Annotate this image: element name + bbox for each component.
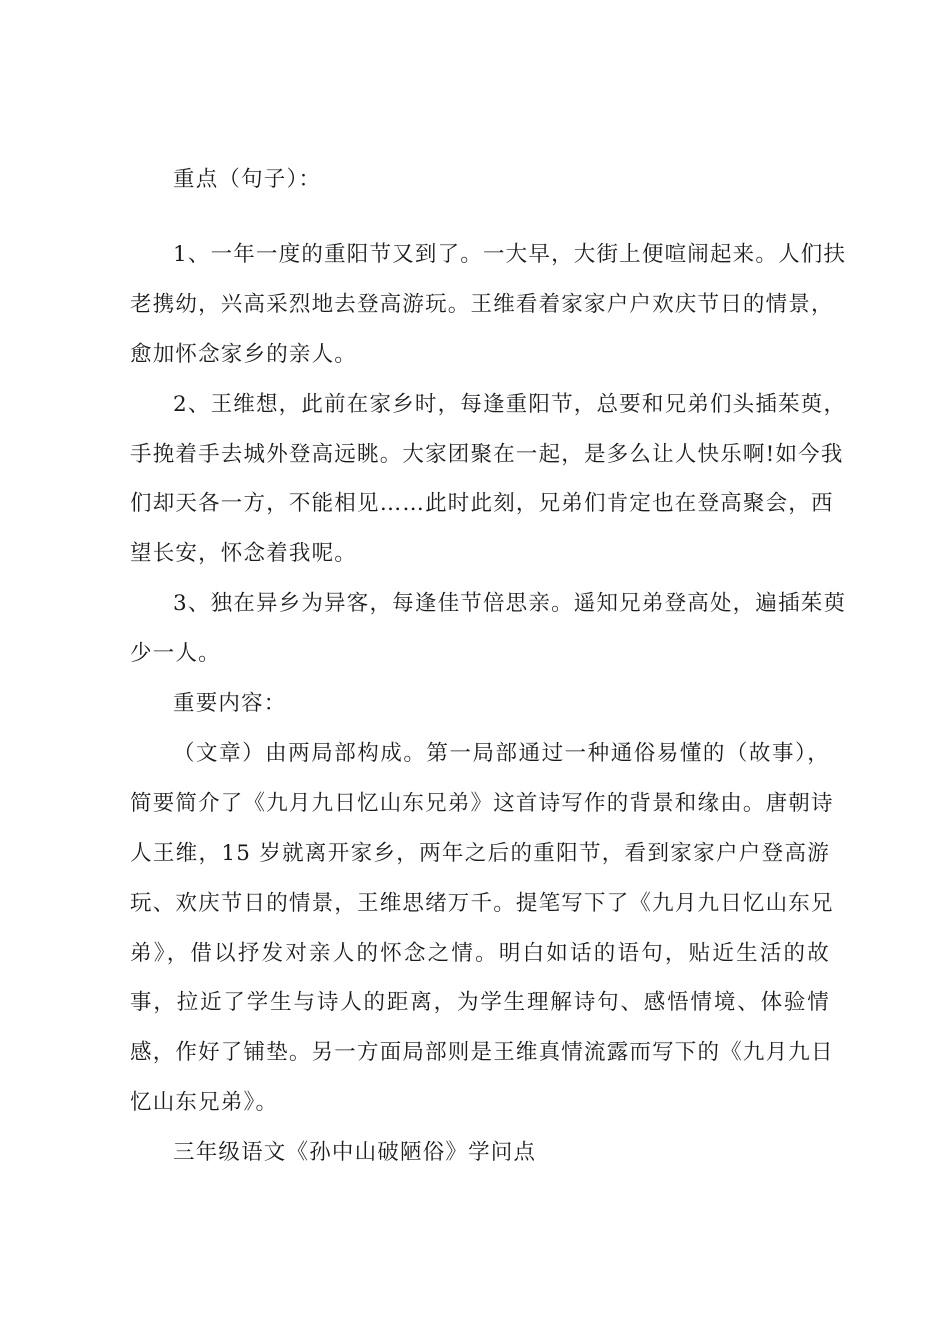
para4-line5: 弟》，借以抒发对亲人的怀念之情。明白如话的语句，贴近生活的故 bbox=[130, 941, 830, 966]
heading-main-content: 重要内容： bbox=[173, 691, 287, 716]
para4-line7: 感，作好了铺垫。另一方面局部则是王维真情流露而写下的《九月九日 bbox=[130, 1040, 834, 1065]
para2-line1: 2、王维想，此前在家乡时，每逢重阳节，总要和兄弟们头插茱萸， bbox=[173, 392, 847, 417]
heading-key-sentences: 重点（句子）： bbox=[173, 167, 322, 192]
para1-line1: 1、一年一度的重阳节又到了。一大早，大街上便喧闹起来。人们扶 bbox=[173, 242, 847, 267]
para2-line3: 们却天各一方，不能相见……此时此刻，兄弟们肯定也在登高聚会，西 bbox=[130, 491, 834, 516]
para4-line4: 玩、欢庆节日的情景，王维思绪万千。提笔写下了《九月九日忆山东兄 bbox=[130, 891, 834, 916]
para4-line3: 人王维，15 岁就离开家乡，两年之后的重阳节，看到家家户户登高游 bbox=[130, 841, 830, 866]
para4-line8: 忆山东兄弟》。 bbox=[130, 1090, 279, 1115]
para4-line6: 事，拉近了学生与诗人的距离，为学生理解诗句、感悟情境、体验情 bbox=[130, 990, 830, 1015]
para1-line3: 愈加怀念家乡的亲人。 bbox=[130, 342, 358, 367]
para2-line4: 望长安，怀念着我呢。 bbox=[130, 541, 358, 566]
para4-line2: 简要简介了《九月九日忆山东兄弟》这首诗写作的背景和缘由。唐朝诗 bbox=[130, 791, 834, 816]
para1-line2: 老携幼，兴高采烈地去登高游玩。王维看着家家户户欢庆节日的情景， bbox=[130, 292, 834, 317]
para3-line1: 3、独在异乡为异客，每逢佳节倍思亲。遥知兄弟登高处，遍插茱萸 bbox=[173, 591, 847, 616]
para4-line1: （文章）由两局部构成。第一局部通过一种通俗易懂的（故事）， bbox=[173, 741, 830, 766]
para3-line2: 少一人。 bbox=[130, 641, 221, 666]
para2-line2: 手挽着手去城外登高远眺。大家团聚在一起，是多么让人快乐啊!如今我 bbox=[130, 442, 844, 467]
next-section-title: 三年级语文《孙中山破陋俗》学问点 bbox=[173, 1140, 537, 1165]
